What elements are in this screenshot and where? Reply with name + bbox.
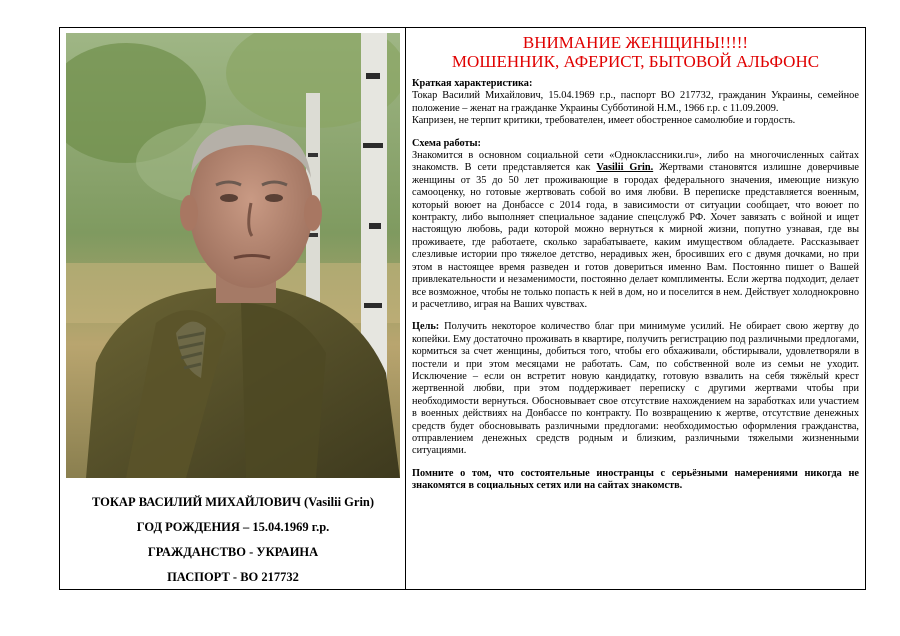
caption-passport: ПАСПОРТ - ВО 217732 bbox=[167, 570, 299, 584]
text-column bbox=[412, 33, 859, 493]
scheme-nickname: Vasilii Grin. bbox=[596, 162, 654, 174]
caption-citizenship: ГРАЖДАНСТВО - УКРАИНА bbox=[147, 545, 319, 559]
warning-paragraph: Помните о том, что состоятельные иностранцы с серьёзными намерениями никогда не знакомятся в социальных сетях или на сайтах знакомств. bbox=[412, 467, 859, 492]
headline-line-2: МОШЕННИК, АФЕРИСТ, БЫТОВОЙ АЛЬФОНС bbox=[451, 52, 820, 71]
summary-heading: Краткая характеристика: bbox=[412, 78, 533, 89]
portrait-illustration bbox=[66, 33, 400, 478]
scheme-text-after: Жертвами становятся излишне доверчивые женщины от 35 до 50 лет проживающие в городах федерального значения, имеющие низкую самооценку, но готовые жертвовать собой во имя любви. В переписке представляется военным, который воюет на Донбассе с 2014 года, в зависимости от ситуации сообщает, что воюет по контракту, либо выполняет специальное задание спецслужб РФ. Хочет завязать с войной и ищет настоящую любовь, ради которой можно вернуться к мирной жизни, попутно узнавая, где вы проживаете, где работаете, сколько зарабатываете, каким имуществом обладаете. Рассказывает слезливые истории про тяжелое детство, нерадивых жен, бросивших его с двумя дочками, но при этом в настоящее время разведен и готов довериться именно Вам. Постоянно пишет о Вашей привлекательности и незаменимости, постоянно делает комплименты. Если жертва подходит, делает все возможное, чтобы не только попасть к ней в дом, но и поселится в нем. Действует холоднокровно и расчетливо, играя на Ваших чувствах. bbox=[412, 162, 859, 310]
article-body bbox=[412, 78, 859, 493]
summary-character: Капризен, не терпит критики, требователен, имеет обостренное самолюбие и гордость. bbox=[412, 115, 796, 127]
column-divider bbox=[405, 27, 406, 590]
portrait-photo bbox=[66, 33, 400, 478]
caption-birth: ГОД РОЖДЕНИЯ – 15.04.1969 г.р. bbox=[136, 520, 330, 534]
goal-paragraph bbox=[412, 321, 859, 457]
scheme-heading: Схема работы: bbox=[412, 137, 481, 149]
goal-text: Получить некоторое количество благ при минимуме усилий. Не обирает свою жертву до копейки. Ему достаточно проживать в квартире, получить регистрацию под различными предлогами, кормиться за счет женщины, добиться того, чтобы его обхаживали, обстирывали, удовлетворяли в постели и при этом месяцами не работать. Сам, по собственной воле из семьи не уходит. Исключение – если он встретит новую кандидатку, готовую взвалить на себя тяжёлый крест жертвенной любви, при этом поддерживает переписку с другими жертвами чтобы при необходимости вернуться. Обосновывает свое отсутствие нахождением на заработках или участием в военных действиях на Донбассе по контракту. По возвращению к жертве, отсутствие денежных средств будет обосновывать различными предлогами: необходимостью оформления гражданства, отправлением денежных средств родным и близким, различными тяжелыми жизненными ситуациями. bbox=[412, 321, 859, 457]
goal-heading: Цель: bbox=[412, 321, 440, 333]
summary-paragraph: Токар Василий Михайлович, 15.04.1969 г.р., паспорт ВО 217732, гражданин Украины, семейное положение – женат на гражданке Украины Субботиной Н.М., 1966 г.р. с 11.09.2009. bbox=[412, 90, 859, 114]
caption-name: ТОКАР ВАСИЛИЙ МИХАЙЛОВИЧ (Vasilii Grin) bbox=[91, 495, 375, 509]
scheme-paragraph bbox=[412, 150, 859, 311]
scheme-text-before: Знакомится в основном социальной сети «Одноклассники.ru», либо на многочисленных сайтах знакомств. В сети представляется как bbox=[412, 150, 859, 174]
headline-line-1: ВНИМАНИЕ ЖЕНЩИНЫ!!!!! bbox=[522, 33, 749, 52]
photo-caption bbox=[66, 490, 400, 590]
